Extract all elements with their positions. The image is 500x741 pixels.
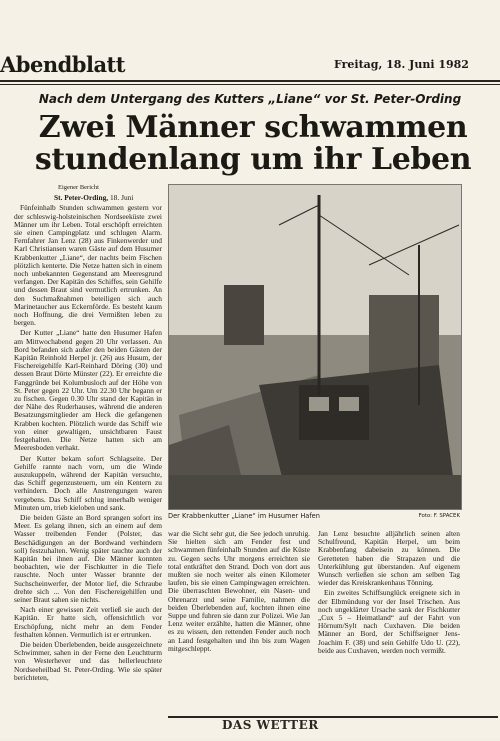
- paragraph: Ein zweites Schiffsunglück ereignete sich in der Elbmündung vor der Insel Trischen. Aus noch ungeklärter Ursache sank der Fischkutter „Cux 5 – Heimatland“ auf der Fahrt von Hörnum/Sylt nach Cuxhaven. Die beiden Männer an Bord, der Schiffseigner Jens-Joachim F. (38) und sein Gehilfe Udo U. (22), beide aus Cuxhaven, werden noch vermißt.: [318, 588, 460, 655]
- photo-credit: Foto: F. SPACEK: [418, 513, 460, 519]
- headline-line-2: stundenlang um ihr Leben: [34, 142, 472, 177]
- article-column-1: [14, 184, 162, 684]
- article-column-2: [168, 530, 310, 655]
- dateline-place: St. Peter-Ording, 18. Juni: [54, 193, 134, 203]
- kicker: Nach dem Untergang des Kutters „Liane“ vor St. Peter-Ording: [38, 92, 462, 106]
- byline: Eigener Bericht: [58, 184, 99, 191]
- paragraph: Fünfeinhalb Stunden schwammen gestern vor der schleswig-holsteinischen Nordseeküste zwei Männer um ihr Leben. Total erschöpft erreichten sie einen Campingplatz und schlugen Alarm. Fernfahrer Jan Lenz (28) aus Finkenwerder und Karl Christiansen waren Gäste auf dem Husumer Krabbenkutter „Liane“, der nachts beim Fischen plötzlich kenterte. Die Netze hatten sich in einem noch unbekannten Gegenstand am Meeresgrund verfangen. Der Kapitän des Schiffes, sein Gehilfe und dessen Braut sind vermutlich ertrunken. An den Suchmaßnahmen beteiligen sich auch Marinetaucher aus Eckernförde. Es besteht kaum noch Hoffnung, die drei Vermißten leben zu bergen.: [14, 203, 162, 328]
- headline-line-1: Zwei Männer schwammen: [38, 110, 468, 145]
- next-article-border: [168, 716, 498, 741]
- issue-date: Freitag, 18. Juni 1982: [334, 58, 469, 71]
- paragraph: Die beiden Überlebenden, beide ausgezeichnete Schwimmer, sahen in der Ferne den Leuchtturm von Westerhever und das hellerleuchtete Nordseeheilbad St. Peter-Ording. Wie sie später berichteten,: [14, 639, 162, 682]
- boat-photo-graphic: [169, 185, 461, 509]
- next-article-heading: DAS WETTER: [222, 718, 319, 732]
- paragraph: Der Kutter bekam sofort Schlagseite. Der Gehilfe rannte nach vorn, um die Winde auszukuppeln, während der Kapitän versuchte, das Schiff gegenzusteuern, um ein Kentern zu verhindern. Doch alle Anstrengungen waren vergebens. Das Schiff schlug innerhalb weniger Minuten um, trieb kieloben und sank.: [14, 453, 162, 512]
- masthead-rule: [0, 80, 500, 82]
- paragraph: Nach einer gewissen Zeit verließ sie auch der Kapitän. Er hatte sich, offensichtlich vor Erschöpfung, nicht mehr an dem Fender festhalten können. Vermutlich ist er ertrunken.: [14, 605, 162, 639]
- headline: [14, 112, 492, 176]
- paragraph: war die Sicht sehr gut, die See jedoch unruhig. Sie hielten sich am Fender fest und schwammen fünfeinhalb Stunden auf die Küste zu. Gegen sechs Uhr morgens erreichten sie total entkräftet den Strand. Doch von dort aus mußten sie noch weiter als einen Kilometer laufen, bis sie einen Campingwagen erreichten. Die überraschten Bewohner, ein Nasen- und Ohrenarzt und seine Familie, nahmen die beiden Überlebenden auf, kochten ihnen eine Suppe und fuhren sie dann zur Polizei. Wie Jan Lenz weiter erzählte, hatten die Männer, ohne es zu wissen, den rettenden Fender auch noch an Land festgehalten und ihn bis zum Wagen mitgeschleppt.: [168, 529, 310, 653]
- masthead: Abendblatt: [0, 52, 125, 77]
- paragraph: Jan Lenz besuchte alljährlich seinen alten Schulfreund, Kapitän Herpel, um beim Krabbenfang dabeisein zu können. Die Geretteten haben die Strapazen und die Unterkühlung gut überstanden. Auf eigenem Wunsch verließen sie schon am selben Tag wieder das Kreiskrankenhaus Tönning.: [318, 529, 460, 588]
- boat-photo: [168, 184, 462, 510]
- photo-caption-text: Der Krabbenkutter „Liane“ im Husumer Hafen: [168, 512, 320, 520]
- photo-caption: [168, 512, 460, 520]
- article-column-3: [318, 530, 460, 657]
- masthead-rule-thin: [0, 84, 500, 85]
- paragraph: Die beiden Gäste an Bord sprangen sofort ins Meer. Es gelang ihnen, sich an einem auf dem Wasser treibenden Fender (Polster, das Beschädigungen an der Bordwand verhindern soll) festzuhalten. Wenig später tauchte auch der Kapitän bei ihnen auf. Die Männer konnten beobachten, wie der Fischkutter in die Tiefe rauschte. Noch unter Wasser brannte der Suchscheinwerfer, der Motor lief, die Schraube drehte sich ... Von den Fischereigehilfen und seiner Braut sahen sie nichts.: [14, 512, 162, 604]
- paragraph: Der Kutter „Liane“ hatte den Husumer Hafen am Mittwochabend gegen 20 Uhr verlassen. An Bord befanden sich außer den beiden Gästen der Kapitän Reinhold Herpel jr. (26) aus Husum, der Fischereigehilfe Karl-Reinhard Döring (30) und dessen Braut Dörte Münster (22). Er erreichte die Fanggründe bei Kolumbusloch auf der Höhe von St. Peter gegen 22 Uhr. Um 22.30 Uhr begann er zu fischen. Gegen 0.30 Uhr stand der Kapitän in der Nähe des Ruderhauses, während die anderen Besatzungsmitglieder am Heck die gefangenen Krabben kochten. Plötzlich wurde das Schiff wie von einer gewaltigen, unsichtbaren Faust festgehalten. Die Netze hatten sich am Meeresboden verhakt.: [14, 328, 162, 453]
